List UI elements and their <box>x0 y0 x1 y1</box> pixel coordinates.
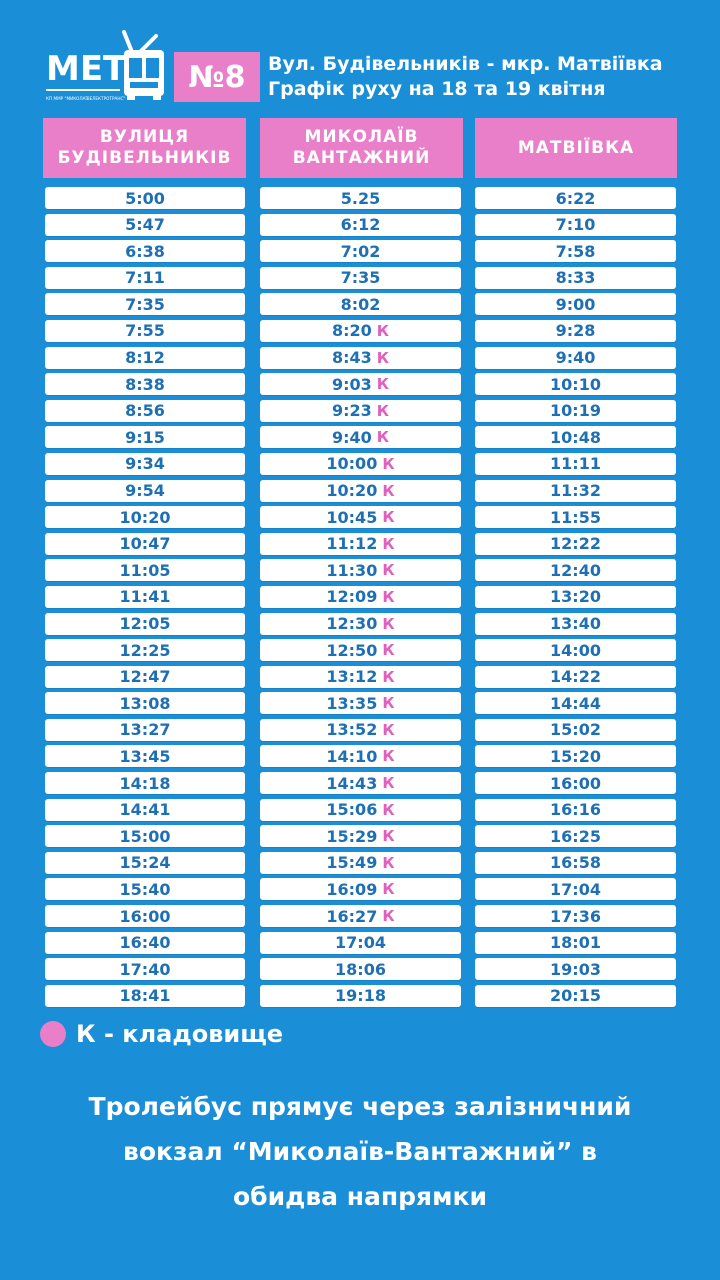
departure-time: 10:19 <box>550 401 601 421</box>
time-cell <box>475 267 676 289</box>
time-cell <box>45 586 245 608</box>
time-cell <box>475 958 676 980</box>
departure-time: 14:18 <box>119 773 171 793</box>
cemetery-mark: К <box>382 614 395 633</box>
departure-time: 8:38 <box>125 374 165 394</box>
departure-time: 8:33 <box>555 268 596 288</box>
time-cell <box>260 373 461 395</box>
time-cell <box>260 932 461 954</box>
time-cell <box>475 293 676 315</box>
cemetery-mark: К <box>376 348 390 367</box>
time-cell <box>475 400 676 422</box>
time-cell <box>475 692 676 714</box>
time-cell <box>260 878 461 900</box>
met-logo <box>44 30 166 102</box>
time-cell <box>475 347 676 369</box>
time-cell <box>45 214 245 236</box>
time-cell <box>475 905 676 927</box>
departure-time: 19:18 <box>335 986 386 1006</box>
departure-time: 6:12 <box>340 215 381 235</box>
departure-time: 16:58 <box>550 853 601 873</box>
departure-time: 9:40 <box>331 427 372 447</box>
departure-time: 8:12 <box>125 348 165 368</box>
legend-text: К - кладовище <box>76 1020 284 1048</box>
time-cell <box>475 320 676 342</box>
time-cell <box>260 958 461 980</box>
departure-time: 11:32 <box>550 481 601 501</box>
departure-time: 17:04 <box>550 879 601 899</box>
cemetery-mark: К <box>382 747 395 766</box>
time-cell <box>260 506 461 528</box>
departure-time: 16:25 <box>550 826 601 846</box>
time-cell <box>260 240 461 262</box>
legend <box>40 1020 283 1048</box>
time-cell <box>475 825 676 847</box>
departure-time: 15:20 <box>550 746 601 766</box>
cemetery-mark: К <box>382 720 395 739</box>
time-cell <box>475 187 676 209</box>
departure-time: 13:40 <box>550 614 601 633</box>
time-cell <box>45 506 245 528</box>
time-cell <box>45 613 245 635</box>
time-cell <box>45 772 245 794</box>
departure-time: 15:06 <box>326 800 378 820</box>
time-cell <box>260 400 461 422</box>
departure-time: 8:43 <box>331 348 372 368</box>
time-cell <box>260 187 461 209</box>
column-header-budivelnykiv: ВУЛИЦЯ БУДІВЕЛЬНИКІВ <box>43 118 246 178</box>
departure-time: 16:27 <box>326 906 378 926</box>
departure-time: 12:30 <box>326 614 378 633</box>
departure-time: 11:55 <box>550 507 601 527</box>
times-column-mykolaiv-vantazhnyi <box>260 187 461 1011</box>
cemetery-mark: К <box>382 907 395 926</box>
departure-time: 12:47 <box>119 667 171 687</box>
departure-time: 6:22 <box>555 188 596 208</box>
time-cell <box>45 719 245 741</box>
departure-time: 12:09 <box>326 587 378 607</box>
time-cell <box>475 799 676 821</box>
departure-time: 11:12 <box>326 534 378 554</box>
time-cell <box>260 745 461 767</box>
departure-time: 9:28 <box>555 321 596 341</box>
departure-time: 8:02 <box>340 294 381 314</box>
cemetery-mark: К <box>382 454 395 473</box>
time-cell <box>45 267 245 289</box>
departure-time: 5.25 <box>340 188 381 208</box>
time-cell <box>260 293 461 315</box>
departure-time: 15:29 <box>326 826 378 846</box>
cemetery-mark: К <box>382 481 395 500</box>
cemetery-mark: К <box>382 880 395 899</box>
time-cell <box>475 932 676 954</box>
departure-time: 10:20 <box>119 507 171 527</box>
departure-time: 15:02 <box>550 720 601 740</box>
time-cell <box>45 240 245 262</box>
time-cell <box>260 825 461 847</box>
time-cell <box>260 214 461 236</box>
departure-time: 6:38 <box>125 241 165 261</box>
time-cell <box>260 772 461 794</box>
time-cell <box>45 932 245 954</box>
cemetery-mark: К <box>382 534 395 553</box>
time-cell <box>45 825 245 847</box>
trolleybus-logo-icon <box>44 30 166 102</box>
departure-time: 12:22 <box>550 534 601 554</box>
departure-time: 13:08 <box>119 693 171 713</box>
departure-time: 18:06 <box>335 959 386 979</box>
time-cell <box>260 453 461 475</box>
departure-time: 15:24 <box>119 853 171 873</box>
departure-time: 16:16 <box>550 800 601 820</box>
times-column-budivelnykiv <box>45 187 245 1011</box>
departure-time: 16:00 <box>550 773 601 793</box>
time-cell <box>475 878 676 900</box>
time-cell <box>45 905 245 927</box>
time-cell <box>475 613 676 635</box>
time-cell <box>475 985 676 1007</box>
departure-time: 19:03 <box>550 959 601 979</box>
departure-time: 16:00 <box>119 906 171 926</box>
departure-time: 5:47 <box>125 215 165 235</box>
time-cell <box>260 639 461 661</box>
route-number-badge: №8 <box>174 52 260 102</box>
departure-time: 13:52 <box>326 720 378 740</box>
cemetery-mark: К <box>382 694 395 713</box>
departure-time: 10:47 <box>119 534 171 554</box>
departure-time: 7:35 <box>125 294 165 314</box>
time-cell <box>260 666 461 688</box>
departure-time: 14:44 <box>550 693 601 713</box>
route-note <box>0 1084 720 1219</box>
time-cell <box>260 267 461 289</box>
time-cell <box>45 878 245 900</box>
departure-time: 13:35 <box>326 693 378 713</box>
time-cell <box>260 533 461 555</box>
time-cell <box>45 400 245 422</box>
cemetery-mark: К <box>376 428 390 447</box>
note-line-3: обидва напрямки <box>232 1182 488 1211</box>
departure-time: 10:00 <box>326 454 378 474</box>
departure-time: 18:01 <box>550 933 601 953</box>
time-cell <box>475 559 676 581</box>
departure-time: 14:00 <box>550 640 601 660</box>
time-cell <box>45 799 245 821</box>
departure-time: 14:41 <box>119 800 171 820</box>
time-cell <box>260 692 461 714</box>
cemetery-mark: К <box>376 375 390 394</box>
svg-text:КП ММР "МИКОЛАЇВЕЛЕКТРОТРАНС": КП ММР "МИКОЛАЇВЕЛЕКТРОТРАНС" <box>46 96 126 101</box>
departure-time: 15:40 <box>119 879 171 899</box>
departure-time: 13:20 <box>550 587 601 607</box>
route-header <box>268 52 663 102</box>
departure-time: 13:27 <box>119 720 171 740</box>
time-cell <box>475 480 676 502</box>
times-column-matviivka <box>475 187 676 1011</box>
cemetery-mark: К <box>382 853 395 872</box>
departure-time: 10:45 <box>326 507 378 527</box>
time-cell <box>260 613 461 635</box>
departure-time: 11:11 <box>550 454 601 474</box>
time-cell <box>260 426 461 448</box>
time-cell <box>260 719 461 741</box>
departure-time: 10:10 <box>550 374 601 394</box>
time-cell <box>475 506 676 528</box>
time-cell <box>45 187 245 209</box>
departure-time: 9:03 <box>331 374 372 394</box>
time-cell <box>45 692 245 714</box>
time-cell <box>475 852 676 874</box>
note-line-1: Тролейбус прямує через залізничний <box>88 1092 632 1121</box>
cemetery-mark: К <box>376 401 390 420</box>
departure-time: 20:15 <box>550 986 601 1006</box>
time-cell <box>475 214 676 236</box>
departure-time: 13:12 <box>326 667 378 687</box>
time-cell <box>475 745 676 767</box>
svg-text:МЕТ: МЕТ <box>46 49 127 89</box>
time-cell <box>45 666 245 688</box>
departure-time: 7:02 <box>340 241 381 261</box>
time-cell <box>475 772 676 794</box>
departure-time: 14:10 <box>326 746 378 766</box>
time-cell <box>45 852 245 874</box>
time-cell <box>45 958 245 980</box>
time-cell <box>260 985 461 1007</box>
departure-time: 17:40 <box>119 959 171 979</box>
time-cell <box>475 426 676 448</box>
time-cell <box>45 639 245 661</box>
time-cell <box>45 985 245 1007</box>
schedule-dates: Графік руху на 18 та 19 квітня <box>268 78 606 100</box>
departure-time: 9:34 <box>125 454 165 474</box>
departure-time: 14:43 <box>326 773 378 793</box>
time-cell <box>45 320 245 342</box>
time-cell <box>45 347 245 369</box>
departure-time: 7:55 <box>125 321 165 341</box>
time-cell <box>260 905 461 927</box>
departure-time: 17:36 <box>550 906 601 926</box>
time-cell <box>475 453 676 475</box>
time-cell <box>260 586 461 608</box>
cemetery-mark: К <box>382 561 395 580</box>
departure-time: 11:41 <box>119 587 171 607</box>
departure-time: 9:15 <box>125 427 165 447</box>
departure-time: 9:23 <box>331 401 372 421</box>
time-cell <box>475 240 676 262</box>
departure-time: 7:11 <box>125 268 165 288</box>
time-cell <box>45 426 245 448</box>
departure-time: 13:45 <box>119 746 171 766</box>
departure-time: 7:58 <box>555 241 596 261</box>
column-header-mykolaiv-vantazhnyi: МИКОЛАЇВ ВАНТАЖНИЙ <box>260 118 463 178</box>
departure-time: 16:40 <box>119 933 171 953</box>
departure-time: 12:50 <box>326 640 378 660</box>
departure-time: 5:00 <box>125 188 165 208</box>
departure-time: 10:48 <box>550 427 601 447</box>
note-line-2: вокзал “Миколаїв-Вантажний” в <box>123 1137 597 1166</box>
departure-time: 9:00 <box>555 294 596 314</box>
departure-time: 11:30 <box>326 560 378 580</box>
route-title: Вул. Будівельників - мкр. Матвіївка <box>268 53 663 75</box>
time-cell <box>45 453 245 475</box>
time-cell <box>475 666 676 688</box>
departure-time: 9:54 <box>125 481 165 501</box>
departure-time: 12:05 <box>119 614 171 633</box>
cemetery-mark: К <box>382 827 395 846</box>
departure-time: 18:41 <box>119 986 171 1006</box>
departure-time: 11:05 <box>119 560 171 580</box>
departure-time: 8:56 <box>125 401 165 421</box>
time-cell <box>475 373 676 395</box>
departure-time: 7:10 <box>555 215 596 235</box>
departure-time: 9:40 <box>555 348 596 368</box>
time-cell <box>45 373 245 395</box>
departure-time: 15:00 <box>119 826 171 846</box>
departure-time: 15:49 <box>326 853 378 873</box>
time-cell <box>45 533 245 555</box>
time-cell <box>45 480 245 502</box>
departure-time: 16:09 <box>326 879 378 899</box>
time-cell <box>475 639 676 661</box>
time-cell <box>260 852 461 874</box>
legend-dot-icon <box>40 1021 66 1047</box>
cemetery-mark: К <box>382 800 395 819</box>
time-cell <box>45 745 245 767</box>
cemetery-mark: К <box>382 508 395 527</box>
cemetery-mark: К <box>382 774 395 793</box>
time-cell <box>45 559 245 581</box>
time-cell <box>475 533 676 555</box>
cemetery-mark: К <box>382 641 395 660</box>
departure-time: 12:40 <box>550 560 601 580</box>
departure-time: 12:25 <box>119 640 171 660</box>
cemetery-mark: К <box>382 667 395 686</box>
time-cell <box>45 293 245 315</box>
time-cell <box>260 320 461 342</box>
column-header-matviivka: МАТВІЇВКА <box>475 118 677 178</box>
time-cell <box>260 799 461 821</box>
departure-time: 7:35 <box>340 268 381 288</box>
departure-time: 14:22 <box>550 667 601 687</box>
time-cell <box>475 719 676 741</box>
cemetery-mark: К <box>382 587 395 606</box>
time-cell <box>260 480 461 502</box>
time-cell <box>260 559 461 581</box>
time-cell <box>475 586 676 608</box>
cemetery-mark: К <box>376 321 390 340</box>
departure-time: 17:04 <box>335 933 386 953</box>
departure-time: 8:20 <box>331 321 372 341</box>
time-cell <box>260 347 461 369</box>
departure-time: 10:20 <box>326 481 378 501</box>
